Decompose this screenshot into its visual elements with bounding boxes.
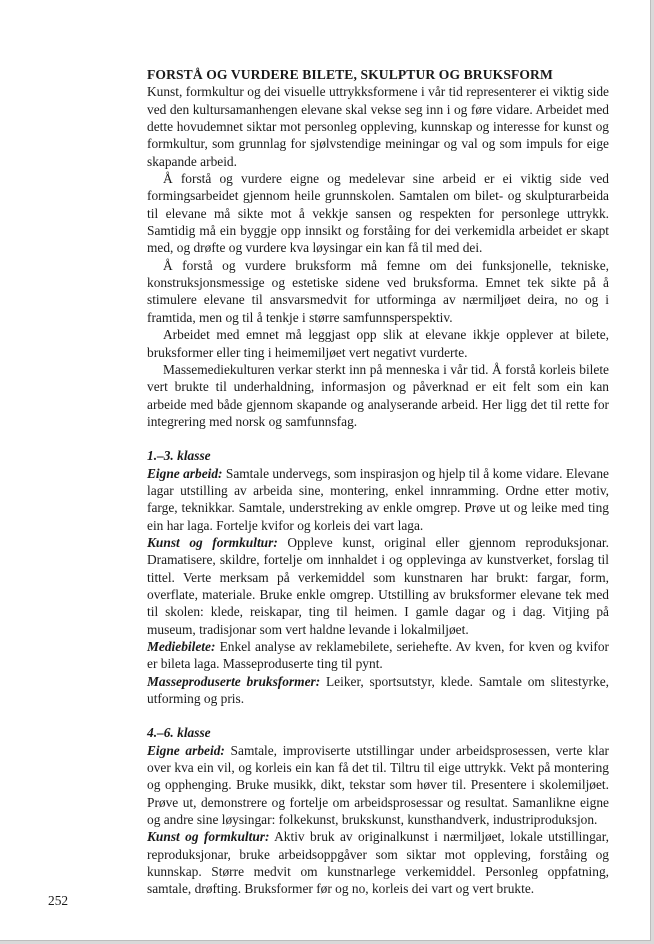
item-text: Enkel analyse av reklamebilete, seriehefte. Av kven, for kven og kvifor er bileta laga. Masseproduserte ting til pynt. — [147, 639, 609, 672]
page-number: 252 — [48, 893, 69, 908]
item-label: Eigne arbeid: — [147, 465, 223, 481]
paragraph: Å forstå og vurdere eigne og medelevar sine arbeid er ei viktig side ved formingsarbeidet gjennom heile grunnskolen. Samtalen om bilet- og skulpturarbeida til elevane må sikte mot å vekkje sansen og respekten for personlege uttrykk. Samtidig må ein byggje opp innsikt og forståing for dei verkemidla arbeidet er skapt med, og drøfte og vurdere kva løysingar ein kan få til med dei. — [147, 171, 609, 256]
paragraph: Kunst, formkultur og dei visuelle uttrykksformene i vår tid representerer ei viktig side ved den kultursamanhengen elevane skal vekse seg inn i og føre vidare. Arbeidet med dette hovudemnet siktar mot personleg oppleving, kunnskap og interesse for kunst og formkultur, som grunnlag for sjølvstendige meiningar og val og som impuls for eige skapande arbeid. — [147, 84, 609, 169]
item-label: Mediebilete: — [147, 639, 216, 654]
item-label: Kunst og formkultur: — [147, 829, 270, 845]
grade-item — [147, 534, 609, 638]
item-text: Samtale undervegs, som inspirasjon og hjelp til å kome vidare. Elevane lagar utstilling av arbeida sine, montering, enkel innramming. Ordne etter motiv, farge, teknikkar. Samtale, understreking av enkle omgrep. Prøve ut og leike med ting ein har laga. Fortelje kvifor og korleis dei vart laga. — [147, 465, 609, 533]
item-label: Kunst og formkultur: — [147, 534, 278, 550]
item-label: Masseproduserte bruksformer: — [147, 673, 321, 689]
item-text: Samtale, improviserte utstillingar under arbeidsprosessen, verte klar over kva ein vil, og korleis ein kan få det til. Tiltru til eige uttrykk. Vekt på montering og opphenging. Bruke musikk, dikt, tekstar som høver til. Presentere i skolemiljøet. Prøve ut, demonstrere og fortelje om arbeidsprosessar og resultat. Samanlikne eigne og andre sine løysingar: folkekunst, brukskunst, kunsthandverk, industriproduksjon. — [147, 742, 610, 828]
item-text: Leiker, sportsutstyr, klede. Samtale om slitestyrke, utforming og pris. — [147, 673, 610, 707]
paragraph: Massemediekulturen verkar sterkt inn på menneska i vår tid. Å forstå korleis bilete vert brukte til underhaldning, informasjon og påverknad er eit felt som ein kan arbeide med både gjennom skapande og analyserande arbeid. Her ligg det til rette for integrering med norsk og samfunnsfag. — [147, 361, 609, 429]
grade-item — [147, 465, 609, 534]
grade-item — [147, 638, 609, 673]
item-text: Aktiv bruk av originalkunst i nærmiljøet, lokale utstillingar, reproduksjonar, bruke arbeidsoppgåver som siktar mot oppleving, forståing og kunnskap. Større medvit om kunstnarlege verkemiddel. Personleg oppfatning, samtale, drøfting. Bruksformer før og no, korleis dei vart og vert brukte. — [147, 829, 609, 897]
item-text: Oppleve kunst, original eller gjennom reproduksjonar. Dramatisere, skildre, fortelje om innhaldet i og opplevinga av kunstverket, forslag til tittel. Verte merksam på verkemiddel som kunstnaren har brukt: fargar, form, overflate, materiale. Bruke enkle omgrep. Utstilling av bruksformer elevane tek med til skolen: klede, reiskapar, ting til heimen. I gamle dagar og i dag. Vitjing på museum, tradisjonar som vert haldne levande i lokalmiljøet. — [147, 534, 609, 637]
grade-item — [147, 742, 609, 829]
grade-heading: 4.–6. klasse — [147, 725, 211, 741]
paragraph: Å forstå og vurdere bruksform må femne om dei funksjonelle, tekniske, konstruksjonsmessige og estetiske sidene ved bruksforma. Emnet tek sikte på å stimulere elevane til ansvarsmedvit for utforminga av nærmiljøet deira, no og i framtida, men og til å tenkje i større samfunnsperspektiv. — [147, 257, 609, 325]
section-heading: FORSTÅ OG VURDERE BILETE, SKULPTUR OG BRUKSFORM — [147, 67, 553, 82]
grade-item — [147, 828, 609, 897]
page-content — [147, 66, 609, 898]
paragraph: Arbeidet med emnet må leggjast opp slik at elevane ikkje opplever at bilete, bruksformer eller ting i heimemiljøet vert negativt vurderte. — [147, 327, 609, 360]
grade-item — [147, 673, 609, 708]
item-label: Eigne arbeid: — [147, 742, 225, 758]
grade-heading: 1.–3. klasse — [147, 448, 211, 464]
